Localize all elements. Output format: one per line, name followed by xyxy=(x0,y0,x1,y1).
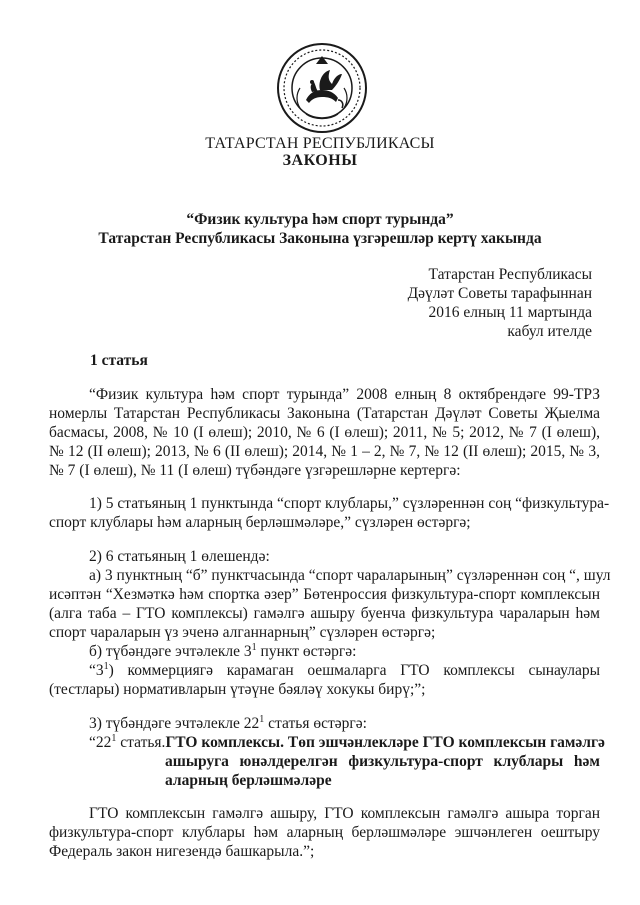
item2-quote-text: ) коммерциягә карамаган оешмаларга ГТО комплексы сынаулары xyxy=(108,662,600,679)
adoption-line-3: 2016 елның 11 мартында xyxy=(428,304,592,321)
laws-heading: ЗАКОНЫ xyxy=(282,152,358,169)
item2-line-1: 2) 6 статьяның 1 өлешендә: xyxy=(89,548,270,565)
tatarstan-coat-of-arms-icon xyxy=(276,42,368,134)
item2-b-text: б) түбәндәге эчтәлекле 3 xyxy=(89,643,252,660)
item3-tail: статья өстәргә: xyxy=(264,715,367,732)
item2-quote-line-2: (тестлары) нормативларын үтәүне бәяләү хокукы бирү;”; xyxy=(49,681,426,698)
new-article-title-1: ГТО комплексы. Төп эшчәнлекләре ГТО комплексын гамәлгә xyxy=(165,734,605,751)
new-article-label: статья. xyxy=(116,734,166,751)
new-article-title-2: ашыруга юнәлдерелгән физкультура-спорт клублары һәм xyxy=(165,753,600,770)
item2-quote-open: “3 xyxy=(89,662,104,679)
new-article-heading-line-1 xyxy=(89,733,605,752)
item2-quote-line-1 xyxy=(89,661,600,680)
new-article-title-3: аларның берләшмәләре xyxy=(165,772,332,789)
adoption-line-4: кабул ителде xyxy=(507,323,592,340)
item2-a-line-3: (алга таба – ГТО комплексы) гамәлгә ашыру буенча физкультура чараларын һәм xyxy=(49,605,600,622)
item1-line-2: спорт клублары һәм аларның берләшмәләре,” сүзләрен өстәргә; xyxy=(49,514,471,531)
republic-heading: ТАТАРСТАН РЕСПУБЛИКАСЫ xyxy=(205,135,435,152)
item3-text: 3) түбәндәге эчтәлекле 22 xyxy=(89,715,260,732)
item2-a-line-4: спорт чараларын үз эченә алганнарның” сүзләрен өстәргә; xyxy=(49,624,436,641)
new-article-paragraph-line-2: физкультура-спорт клублары һәм аларның берләшмәләре эшчәнлеген оештыру xyxy=(49,824,600,841)
adoption-line-2: Дәүләт Советы тарафыннан xyxy=(407,285,592,302)
intro-line-4: № 12 (II өлеш); 2013, № 6 (II өлеш); 2014, № 1 – 2, № 7, № 12 (II өлеш); 2015, № 3, xyxy=(49,443,600,460)
law-title-line-1: “Физик культура һәм спорт турында” xyxy=(186,211,454,228)
intro-line-3: басмасы, 2008, № 10 (I өлеш); 2010, № 6 (I өлеш); 2011, № 5; 2012, № 7 (I өлеш), xyxy=(49,424,600,441)
item2-quote-superscript: 1 xyxy=(103,661,109,672)
item3-superscript: 1 xyxy=(259,714,265,725)
intro-line-5: № 7 (I өлеш), № 11 (I өлеш) түбәндәге үзгәрешләрне кертергә: xyxy=(49,462,461,479)
new-article-paragraph-line-3: Федераль закон нигезендә башкарыла.”; xyxy=(49,843,315,860)
item2-b-line xyxy=(89,642,356,661)
intro-line-1: “Физик культура һәм спорт турында” 2008 елның 8 октябрендәге 99-ТРЗ xyxy=(89,386,600,403)
article-heading: 1 статья xyxy=(90,352,148,369)
law-title-line-2: Татарстан Республикасы Законына үзгәрешләр кертү хакында xyxy=(98,230,542,247)
new-article-paragraph-line-1: ГТО комплексын гамәлгә ашыру, ГТО комплексын гамәлгә ашыра торган xyxy=(89,805,600,822)
item1-line-1: 1) 5 статьяның 1 пунктында “спорт клублары,” сүзләреннән соң “физкультура- xyxy=(89,495,610,512)
item2-b-tail: пункт өстәргә: xyxy=(256,643,357,660)
item2-b-superscript: 1 xyxy=(251,642,257,653)
item3-line-1 xyxy=(89,714,367,733)
adoption-line-1: Татарстан Республикасы xyxy=(428,266,592,283)
intro-line-2: номерлы Татарстан Республикасы Законына (Татарстан Дәүләт Советы Җыелма xyxy=(49,405,600,422)
item2-a-line-1: а) 3 пунктның “б” пунктчасында “спорт чараларының” сүзләреннән соң “, шул xyxy=(89,567,611,584)
new-article-open: “22 xyxy=(89,734,112,751)
item2-a-line-2: исәптән “Хезмәткә һәм спортка әзер” Бөтенроссия физкультура-спорт комплексын xyxy=(49,586,600,603)
new-article-superscript: 1 xyxy=(111,733,117,744)
